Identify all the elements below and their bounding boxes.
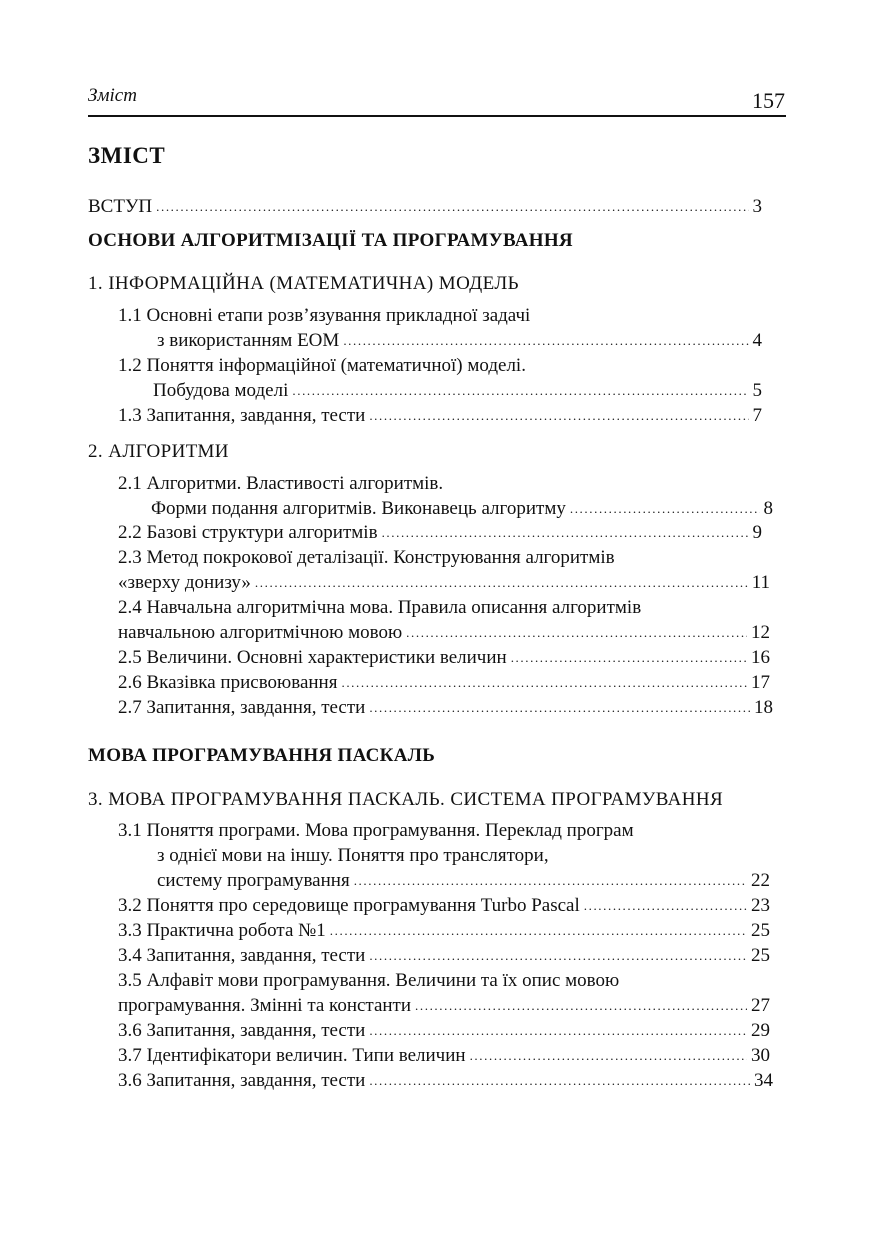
toc-entry [118, 944, 770, 968]
toc-entry-label: Побудова моделі [153, 380, 289, 401]
toc-entry-page: 23 [751, 895, 770, 916]
toc-entry-label: навчальною алгоритмічною мовою [118, 622, 403, 643]
toc-leader-dots [415, 993, 747, 1018]
toc-title: ЗМІСТ [88, 143, 166, 168]
toc-entry [118, 671, 770, 695]
toc-entry-label: 3.1 Поняття програми. Мова програмування. Переклад програм [118, 820, 634, 841]
toc-entry-intro [88, 195, 762, 219]
toc-entry [118, 521, 762, 545]
toc-entry-page: 29 [751, 1020, 770, 1041]
page-number: 157 [752, 88, 785, 113]
toc-entry-page: 25 [751, 920, 770, 941]
toc-entry-page: 8 [763, 498, 773, 519]
toc-leader-dots [343, 328, 748, 353]
toc-entry-label: 3.6 Запитання, завдання, тести [118, 1070, 366, 1091]
toc-entry-label: 3.6 Запитання, завдання, тести [118, 1020, 366, 1041]
toc-entry-label: з однієї мови на іншу. Поняття про транслятори, [157, 845, 549, 866]
header-rule [88, 115, 786, 117]
toc-entry [118, 994, 770, 1018]
toc-entry-label: ВСТУП [88, 196, 153, 217]
toc-entry-page: 34 [754, 1070, 773, 1091]
toc-entry-label: 3.5 Алфавіт мови програмування. Величини та їх опис мовою [118, 970, 620, 991]
toc-leader-dots [369, 695, 750, 720]
chapter-heading: 1. ІНФОРМАЦІЙНА (МАТЕМАТИЧНА) МОДЕЛЬ [88, 273, 519, 294]
toc-leader-dots [369, 1018, 747, 1043]
toc-entry-label: 2.6 Вказівка присвоювання [118, 672, 338, 693]
chapter-heading: 3. МОВА ПРОГРАМУВАННЯ ПАСКАЛЬ. СИСТЕМА ПРОГРАМУВАННЯ [88, 789, 724, 810]
toc-leader-dots [511, 645, 747, 670]
toc-entry [118, 646, 770, 670]
toc-entry-page: 22 [751, 870, 770, 891]
toc-entry-page: 11 [751, 572, 770, 593]
toc-entry-page: 16 [751, 647, 770, 668]
toc-entry-page: 3 [752, 196, 762, 217]
toc-entry-label: 2.5 Величини. Основні характеристики величин [118, 647, 507, 668]
toc-leader-dots [369, 1068, 750, 1093]
toc-entry-label: програмування. Змінні та константи [118, 995, 412, 1016]
toc-entry [118, 404, 762, 428]
toc-entry-label: 3.7 Ідентифікатори величин. Типи величин [118, 1045, 466, 1066]
toc-entry-label: 2.2 Базові структури алгоритмів [118, 522, 378, 543]
toc-entry-label: 2.1 Алгоритми. Властивості алгоритмів. [118, 473, 444, 494]
toc-entry-page: 25 [751, 945, 770, 966]
toc-entry-label: 3.2 Поняття про середовище програмування Turbo Pascal [118, 895, 580, 916]
toc-leader-dots [570, 496, 760, 521]
toc-entry-page: 12 [751, 622, 770, 643]
toc-leader-dots [292, 378, 748, 403]
chapter-heading: 2. АЛГОРИТМИ [88, 441, 229, 462]
toc-entry [118, 1069, 773, 1093]
toc-entry [157, 869, 770, 893]
toc-entry-label: з використанням ЕОМ [157, 330, 340, 351]
toc-entry-page: 4 [752, 330, 762, 351]
toc-entry-page: 30 [751, 1045, 770, 1066]
toc-entry [118, 1019, 770, 1043]
toc-entry-label: Форми подання алгоритмів. Виконавець алгоритму [151, 498, 566, 519]
running-title: Зміст [88, 85, 137, 106]
toc-entry [118, 621, 770, 645]
part-heading: МОВА ПРОГРАМУВАННЯ ПАСКАЛЬ [88, 745, 436, 766]
toc-entry-label: 2.7 Запитання, завдання, тести [118, 697, 366, 718]
toc-entry-label: 2.4 Навчальна алгоритмічна мова. Правила описання алгоритмів [118, 597, 642, 618]
toc-leader-dots [330, 918, 747, 943]
toc-entry-page: 27 [751, 995, 770, 1016]
toc-entry-label: 2.3 Метод покрокової деталізації. Конструювання алгоритмів [118, 547, 615, 568]
toc-leader-dots [406, 620, 747, 645]
toc-entry [151, 497, 773, 521]
toc-leader-dots [369, 943, 747, 968]
toc-entry-page: 5 [752, 380, 762, 401]
toc-entry [118, 571, 770, 595]
toc-entry [157, 329, 762, 353]
toc-entry [118, 696, 773, 720]
toc-entry [153, 379, 762, 403]
toc-entry-page: 9 [752, 522, 762, 543]
toc-leader-dots [354, 868, 747, 893]
toc-leader-dots [369, 403, 748, 428]
toc-leader-dots [470, 1043, 747, 1068]
toc-entry-label: 1.1 Основні етапи розв’язування прикладної задачі [118, 305, 531, 326]
toc-entry [118, 894, 770, 918]
toc-entry-page: 17 [751, 672, 770, 693]
toc-entry-label: 3.4 Запитання, завдання, тести [118, 945, 366, 966]
toc-entry-page: 7 [752, 405, 762, 426]
toc-entry-label: 3.3 Практична робота №1 [118, 920, 326, 941]
toc-entry-label: 1.3 Запитання, завдання, тести [118, 405, 366, 426]
toc-entry-page: 18 [754, 697, 773, 718]
toc-entry-label: систему програмування [157, 870, 350, 891]
toc-entry-label: «зверху донизу» [118, 572, 251, 593]
toc-leader-dots [156, 194, 748, 219]
toc-leader-dots [341, 670, 747, 695]
toc-entry-label: 1.2 Поняття інформаційної (математичної) моделі. [118, 355, 526, 376]
toc-leader-dots [584, 893, 747, 918]
toc-entry [118, 1044, 770, 1068]
toc-leader-dots [382, 520, 749, 545]
part-heading: ОСНОВИ АЛГОРИТМІЗАЦІЇ ТА ПРОГРАМУВАННЯ [88, 230, 573, 251]
toc-leader-dots [255, 570, 748, 595]
toc-entry [118, 919, 770, 943]
